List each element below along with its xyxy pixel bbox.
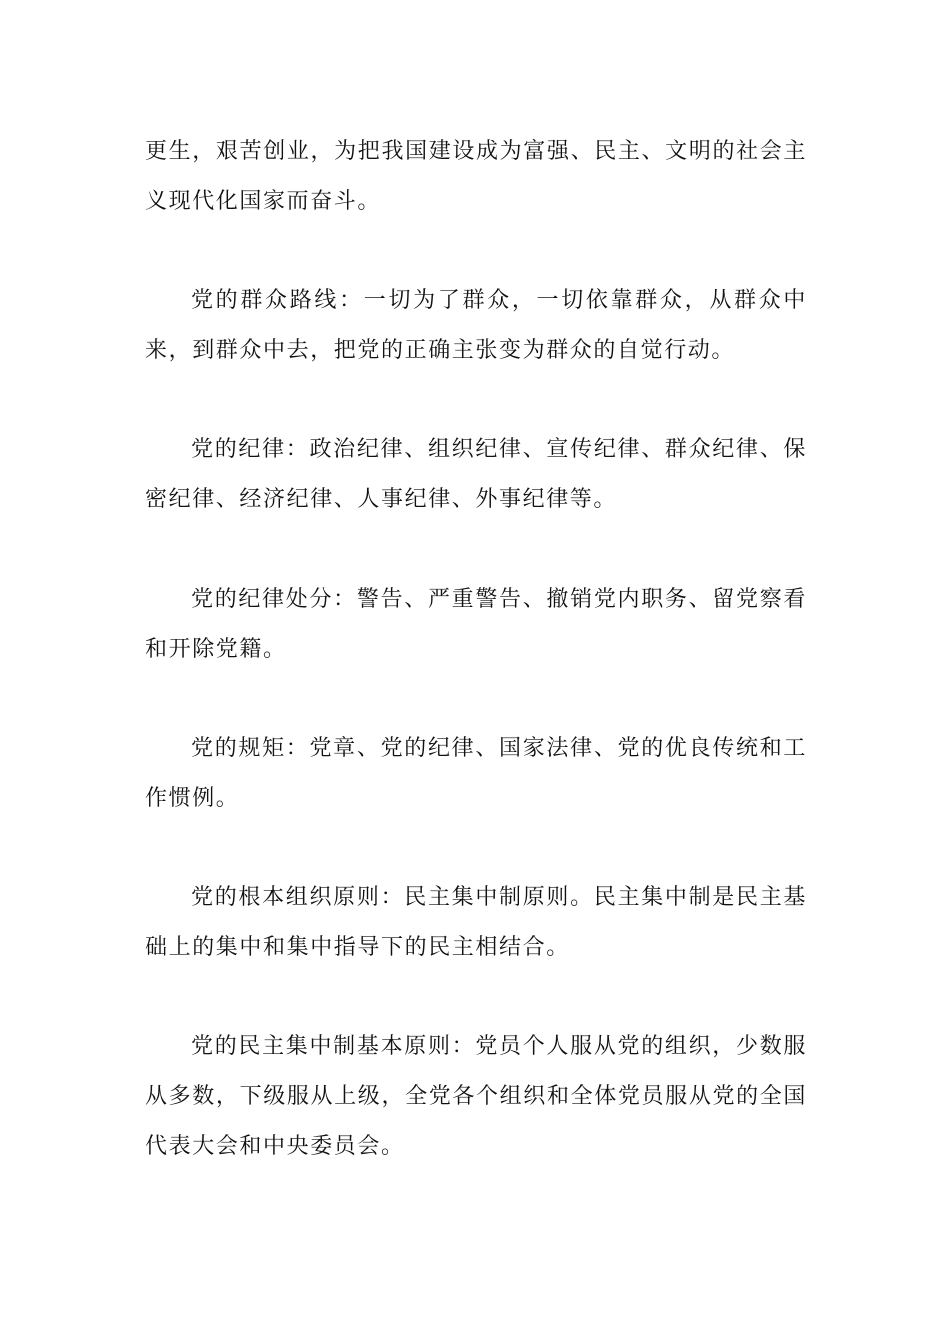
paragraph-continuation: 更生，艰苦创业，为把我国建设成为富强、民主、文明的社会主义现代化国家而奋斗。	[145, 139, 807, 214]
paragraph-party-discipline: 党的纪律：政治纪律、组织纪律、宣传纪律、群众纪律、保密纪律、经济纪律、人事纪律、外事纪律等。	[145, 437, 807, 512]
paragraph-mass-line: 党的群众路线：一切为了群众，一切依靠群众，从群众中来，到群众中去，把党的正确主张变为群众的自觉行动。	[145, 288, 807, 363]
paragraph-organizational-principle: 党的根本组织原则：民主集中制原则。民主集中制是民主基础上的集中和集中指导下的民主相结合。	[145, 885, 807, 960]
paragraph-party-rules: 党的规矩：党章、党的纪律、国家法律、党的优良传统和工作惯例。	[145, 736, 807, 811]
paragraph-disciplinary-sanctions: 党的纪律处分：警告、严重警告、撤销党内职务、留党察看和开除党籍。	[145, 587, 807, 662]
paragraph-democratic-centralism: 党的民主集中制基本原则：党员个人服从党的组织，少数服从多数，下级服从上级，全党各个组织和全体党员服从党的全国代表大会和中央委员会。	[145, 1034, 807, 1159]
